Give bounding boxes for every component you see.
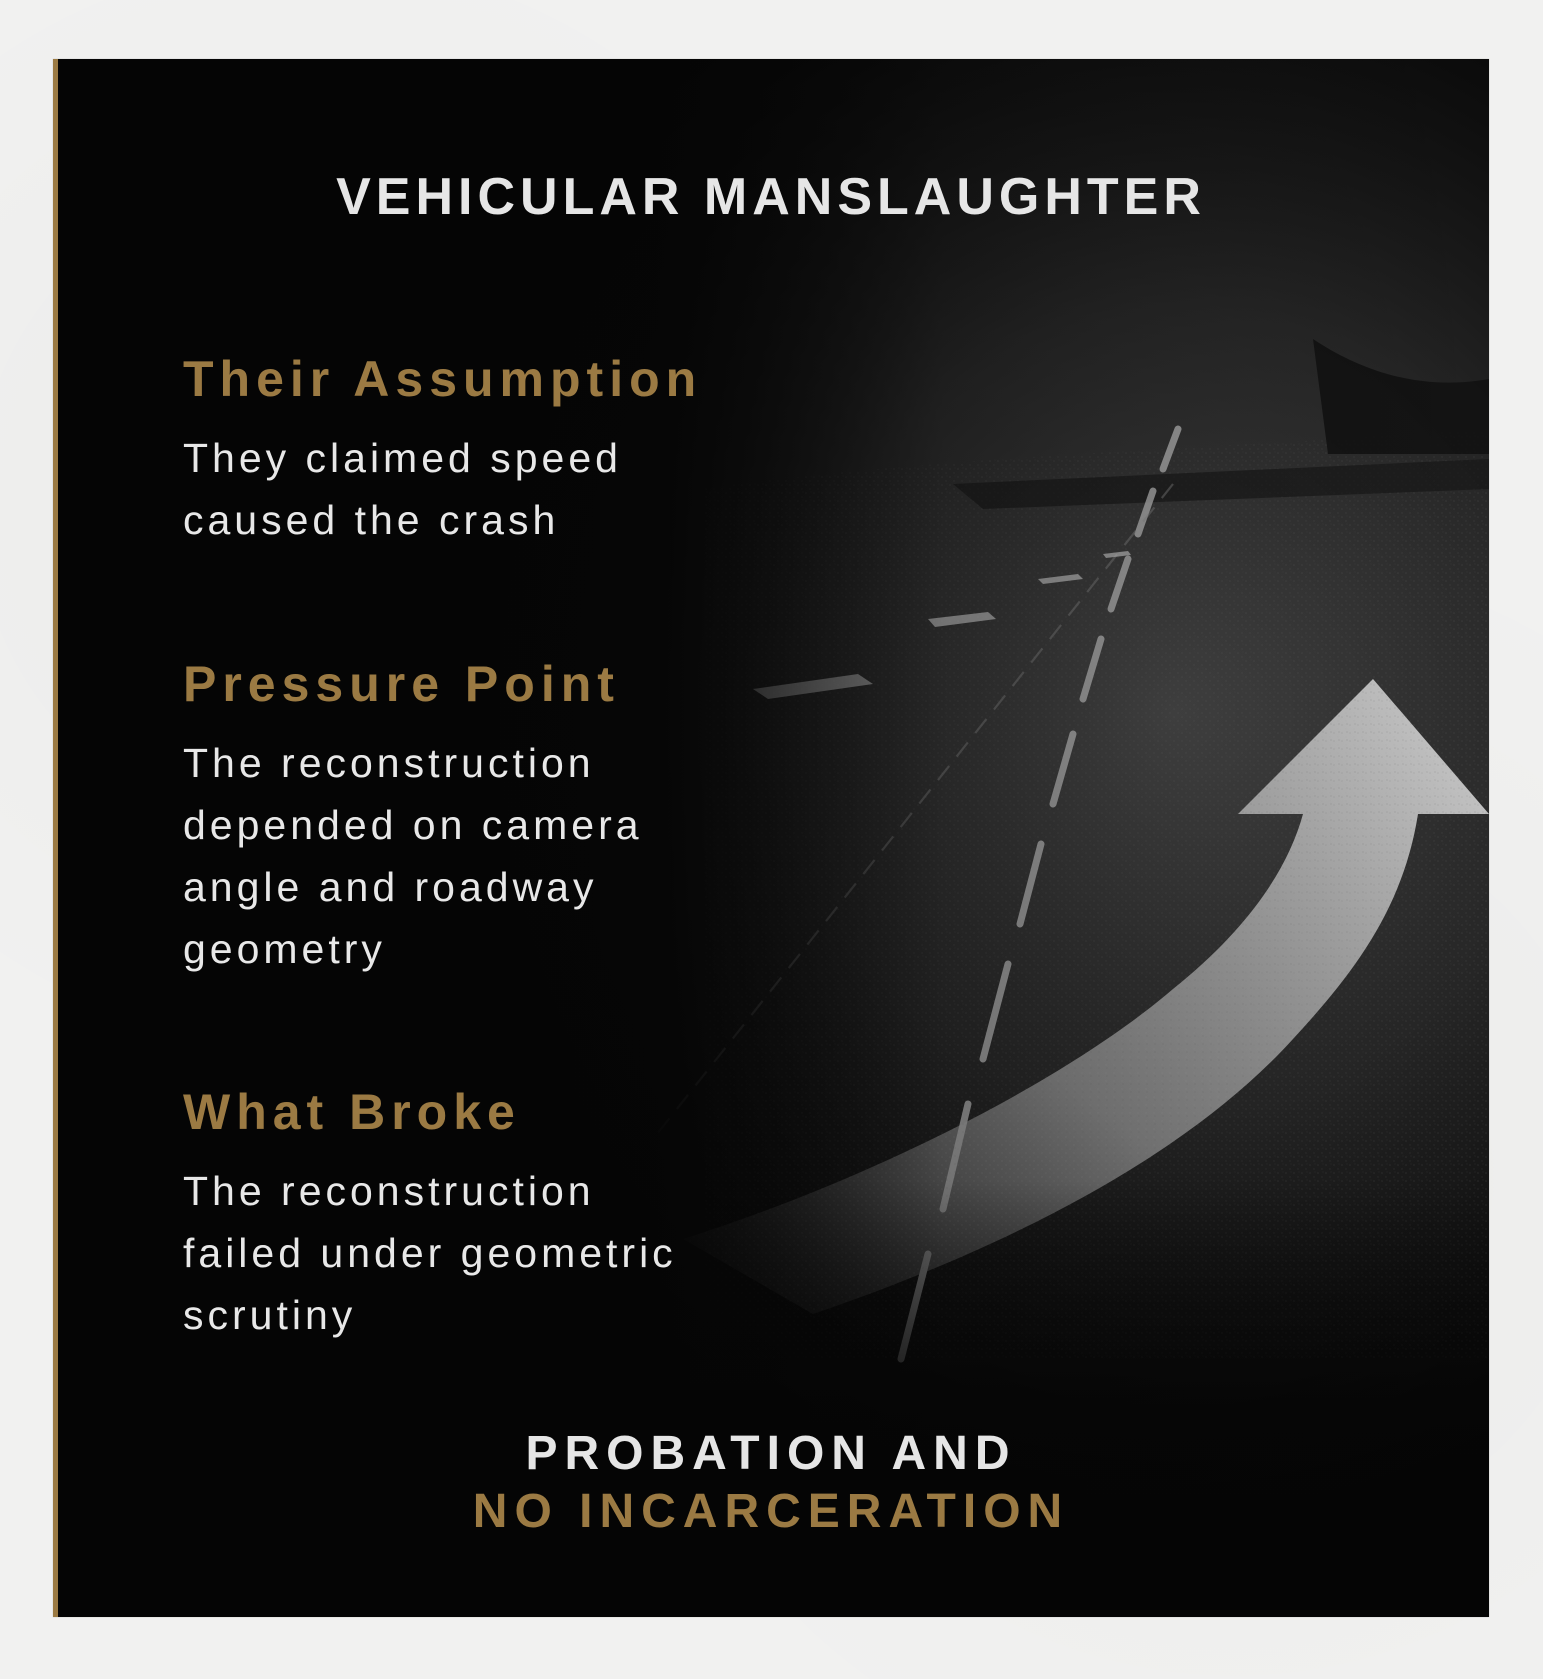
section-title: Pressure Point [183,656,620,712]
section-title: Their Assumption [183,351,703,407]
case-outcome [53,1425,1489,1541]
case-type-heading: VEHICULAR MANSLAUGHTER [336,168,1206,226]
section-body: They claimed speed caused the crash [183,434,622,543]
section-body: The reconstruction depended on camera angle and roadway geometry [183,739,643,972]
their-assumption-section [183,351,903,551]
what-broke-section [183,1084,903,1346]
section-body: The reconstruction failed under geometric scrutiny [183,1167,677,1338]
pressure-point-section [183,656,903,980]
outcome-line-1: PROBATION AND [525,1427,1017,1480]
gold-accent-rule [53,59,58,1617]
section-title: What Broke [183,1084,521,1140]
case-card [53,59,1489,1617]
outcome-line-2: NO INCARCERATION [472,1485,1070,1538]
